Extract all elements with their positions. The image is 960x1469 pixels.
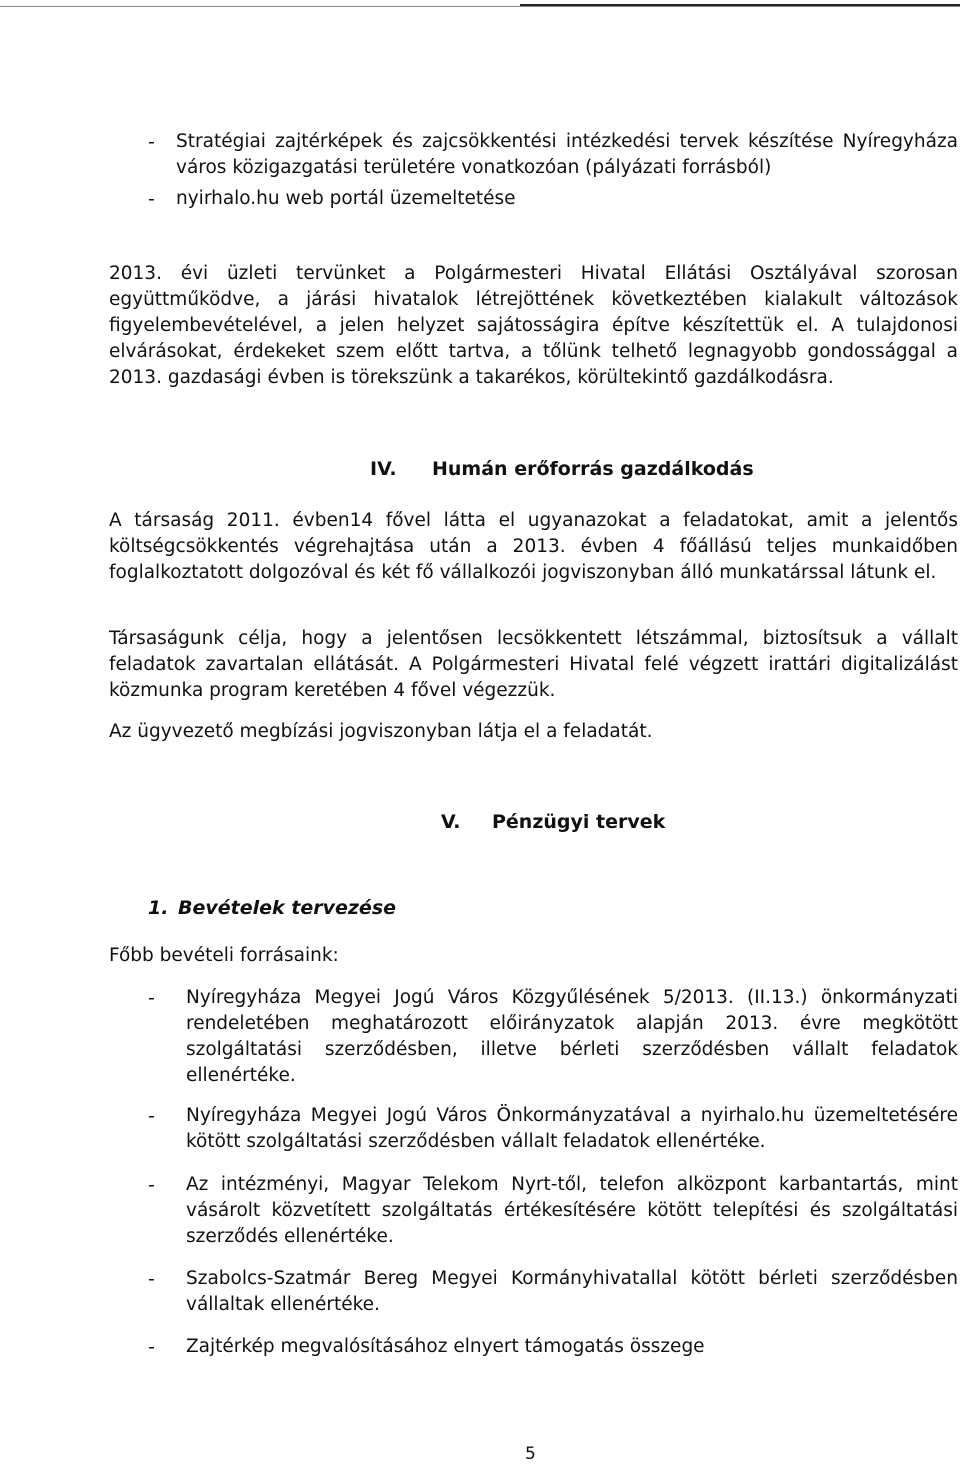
list-item-text: nyirhalo.hu web portál üzemeltetése — [176, 188, 516, 209]
list-dash: - — [148, 1105, 155, 1127]
subsection-1-title: Bevételek tervezése — [178, 897, 397, 919]
section-4-number: IV. — [370, 458, 397, 480]
list-dash: - — [148, 1336, 155, 1358]
list-item-text: Nyíregyháza Megyei Jogú Város Közgyűlésének 5/2013. (II.13.) önkormányzati rendeletében meghatározott előirányzatok alapján 2013. évre megkötött szolgáltatási szerződésben, illetve bérleti szerződésben vállalt feladatok ellenértéke. — [186, 987, 958, 1086]
page-number: 5 — [525, 1444, 536, 1464]
list-dash: - — [148, 1174, 155, 1196]
list-item-text: Szabolcs-Szatmár Bereg Megyei Kormányhivatallal kötött bérleti szerződésben vállaltak ellenértéke. — [186, 1268, 958, 1315]
business-plan-paragraph: 2013. évi üzleti tervünket a Polgármesteri Hivatal Ellátási Osztályával szorosan együttműködve, a járási hivatalok létrejöttének következtében kialakult változások figyelembevételével, a jelen helyzet sajátosságira építve készítettük el. A tulajdonosi elvárásokat, érdekeket szem előtt tartva, a tőlünk telhető legnagyobb gondossággal a 2013. gazdasági évben is törekszünk a takarékos, körültekintő gazdálkodásra. — [109, 263, 958, 388]
section-4-paragraph-1: A társaság 2011. évben14 fővel látta el ugyanazokat a feladatokat, amit a jelentős költségcsökkentés végrehajtása után a 2013. évben 4 főállású teljes munkaidőben foglalkoztatott dolgozóval és két fő vállalkozói jogviszonyban álló munkatárssal látunk el. — [109, 510, 958, 583]
top-border-line — [0, 6, 960, 7]
list-dash: - — [148, 987, 155, 1009]
list-item-text: Az intézményi, Magyar Telekom Nyrt-től, telefon alközpont karbantartás, mint vásárolt közvetített szolgáltatás értékesítésére kötött telepítési és szolgáltatási szerződés ellenértéke. — [186, 1174, 958, 1247]
top-border-line-bold — [520, 4, 960, 6]
section-5-title: Pénzügyi tervek — [492, 811, 666, 833]
subsection-1-number: 1. — [148, 897, 169, 919]
list-dash: - — [148, 1268, 155, 1290]
list-dash: - — [148, 188, 155, 210]
list-item-text: Zajtérkép megvalósításához elnyert támogatás összege — [186, 1336, 705, 1357]
section-4-paragraph-2: Társaságunk célja, hogy a jelentősen lecsökkentett létszámmal, biztosítsuk a vállalt feladatok zavartalan ellátását. A Polgármesteri Hivatal felé végzett irattári digitalizálást közmunka program keretében 4 fővel végezzük. — [109, 628, 958, 701]
section-4-title: Humán erőforrás gazdálkodás — [432, 458, 754, 480]
list-item-text: Stratégiai zajtérképek és zajcsökkentési intézkedési tervek készítése Nyíregyháza város közigazgatási területére vonatkozóan (pályázati forrásból) — [176, 131, 958, 178]
list-item-text: Nyíregyháza Megyei Jogú Város Önkormányzatával a nyirhalo.hu üzemeltetésére kötött szolgáltatási szerződésben vállalt feladatok ellenértéke. — [186, 1105, 958, 1152]
list-dash: - — [148, 131, 155, 153]
section-4-paragraph-3: Az ügyvezető megbízási jogviszonyban látja el a feladatát. — [109, 721, 653, 742]
section-5-number: V. — [441, 811, 461, 833]
revenue-sources-intro: Főbb bevételi forrásaink: — [109, 945, 339, 966]
